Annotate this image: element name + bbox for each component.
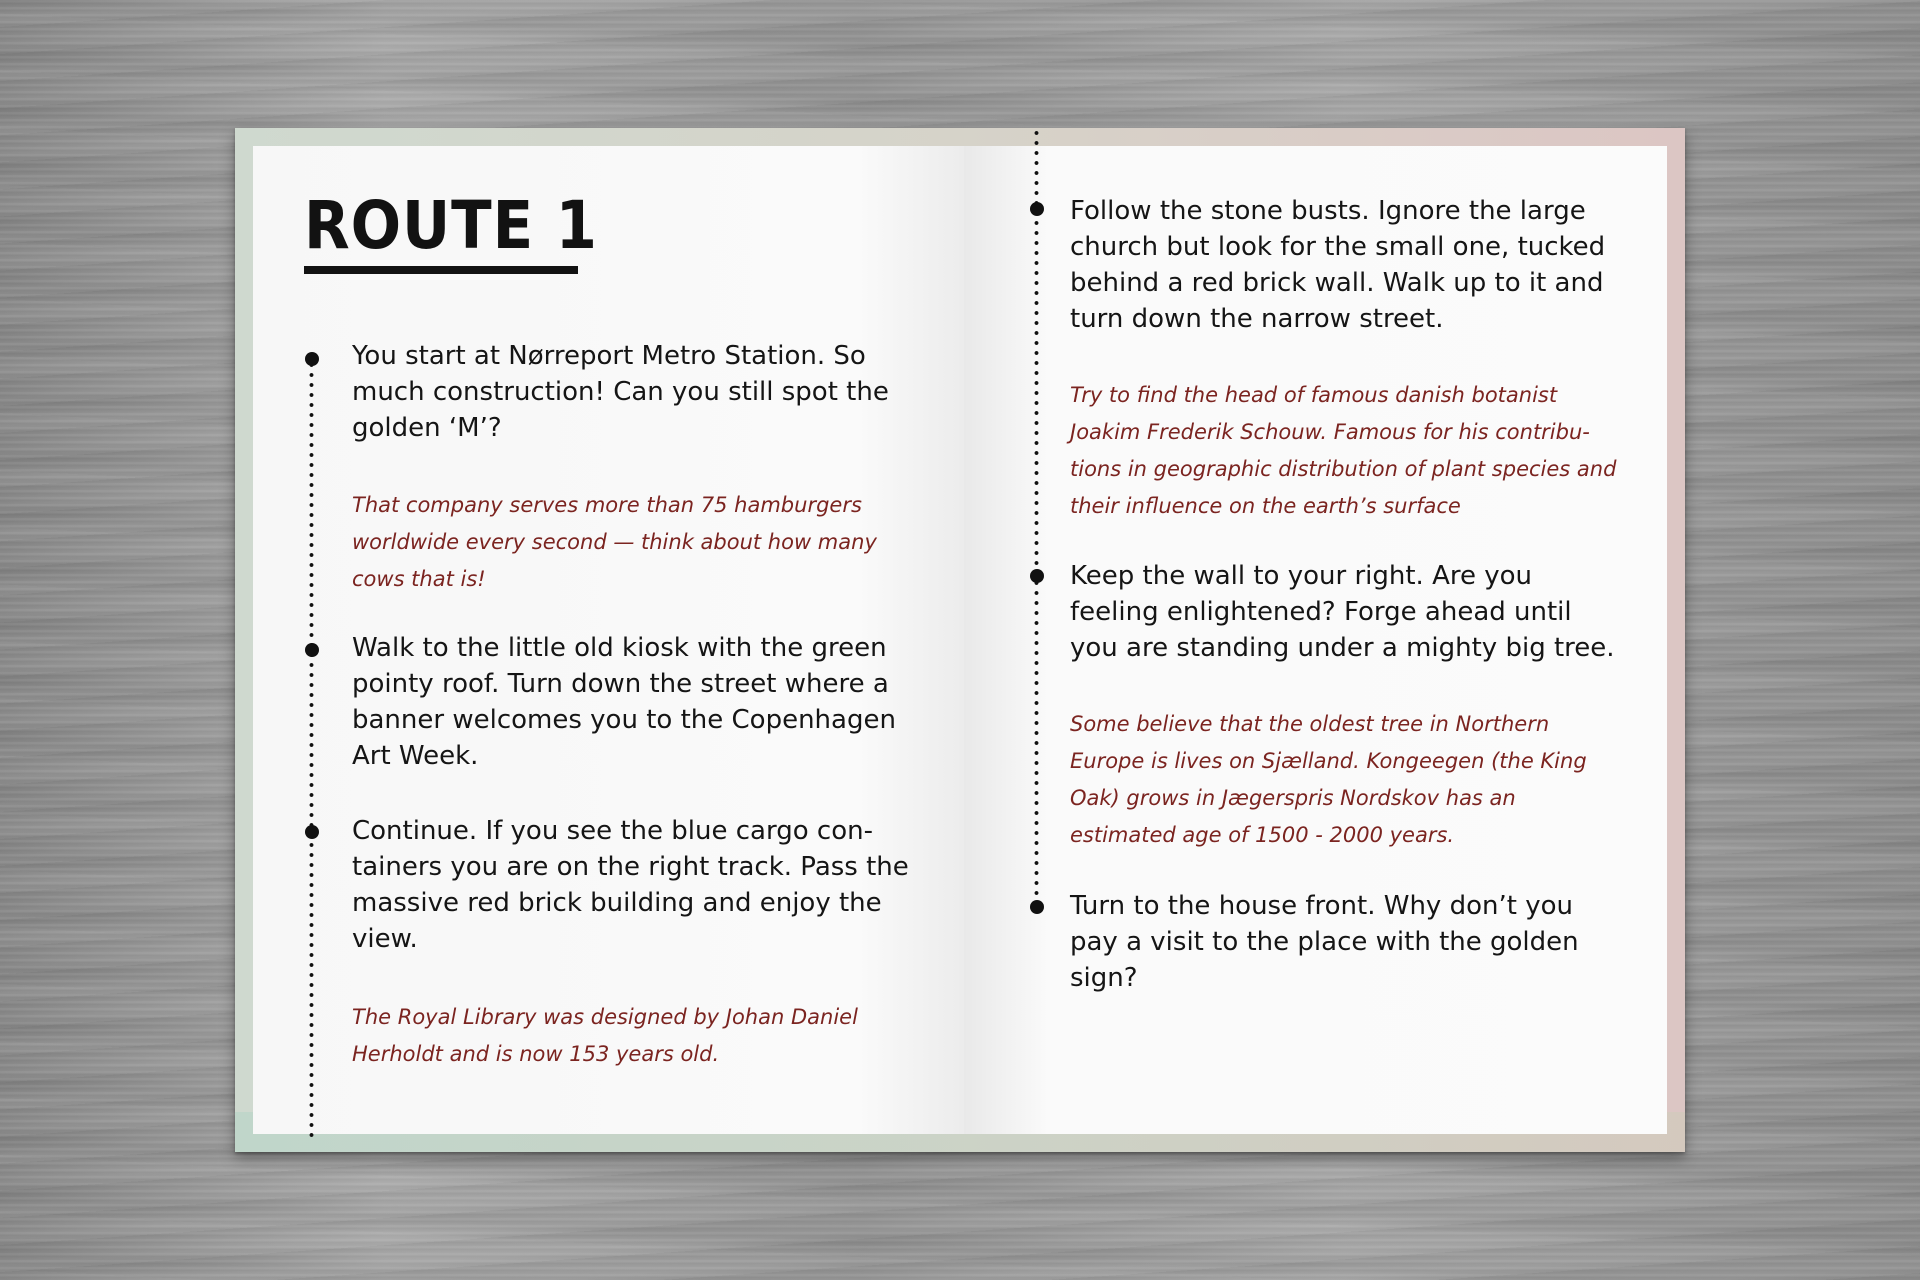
step-6-bullet-icon [1030, 900, 1044, 914]
step-3-text: Continue. If you see the blue cargo con-tainers you are on the right track. Pass the massive red brick building and enjoy the view. [352, 816, 909, 954]
step-3-bullet-icon [305, 825, 319, 839]
fact-oldest-tree: Some believe that the oldest tree in Northern Europe is lives on Sjælland. Kongeegen (the King Oak) grows in Jægerspris Nordskov has an estimated age of 1500 - 2000 years. [1070, 712, 1587, 847]
fact-botanist: Try to find the head of famous danish botanist Joakim Frederik Schouw. Famous for his contribu-tions in geographic distribution of plant species and their influence on the earth’s surface [1070, 383, 1617, 518]
fact-hamburgers: That company serves more than 75 hamburgers worldwide every second — think about how many cows that is! [352, 493, 877, 591]
route-title: ROUTE 1 [304, 187, 598, 264]
step-2-bullet-icon [305, 643, 319, 657]
left-route-dotted-line [309, 360, 314, 1140]
step-6-text: Turn to the house front. Why don’t you pay a visit to the place with the golden sign? [1070, 891, 1579, 993]
step-4-text: Follow the stone busts. Ignore the large church but look for the small one, tucked behind a red brick wall. Walk up to it and turn down the narrow street. [1070, 196, 1606, 334]
step-4-bullet-icon [1030, 202, 1044, 216]
step-5-text: Keep the wall to your right. Are you feeling enlightened? Forge ahead until you are standing under a mighty big tree. [1070, 561, 1615, 663]
step-5-bullet-icon [1030, 569, 1044, 583]
step-1-bullet-icon [305, 352, 319, 366]
title-underline [304, 266, 578, 274]
step-1-text: You start at Nørreport Metro Station. So much construction! Can you still spot the golden ‘M’? [352, 341, 889, 443]
step-2-text: Walk to the little old kiosk with the green pointy roof. Turn down the street where a banner welcomes you to the Copenhagen Art Week. [352, 633, 896, 771]
fact-royal-library: The Royal Library was designed by Johan Daniel Herholdt and is now 153 years old. [352, 1005, 858, 1066]
right-route-dotted-line [1034, 128, 1039, 898]
